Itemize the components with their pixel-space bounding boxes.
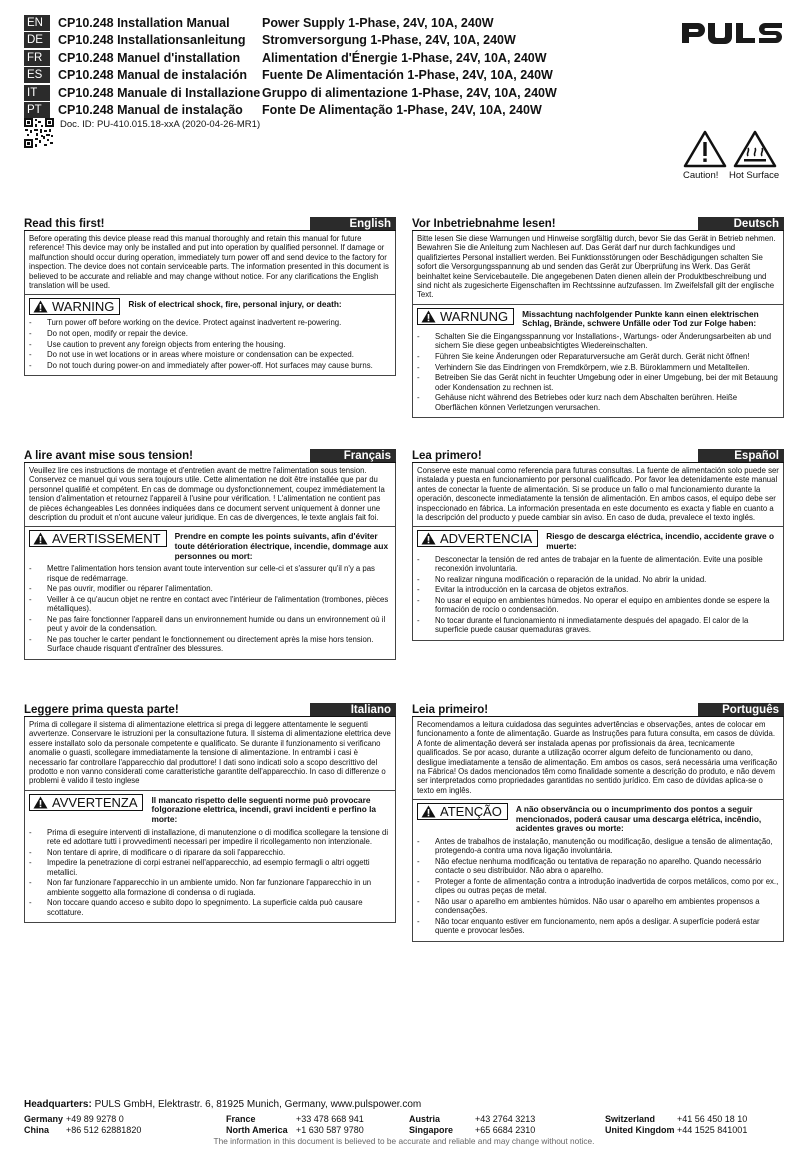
section-es: [412, 449, 784, 641]
section-fr: [24, 449, 396, 660]
header-row: [24, 84, 557, 102]
language-code: DE: [24, 32, 50, 48]
header-row: [24, 32, 557, 50]
warning-badge: [29, 530, 167, 547]
contact-entry: [226, 1125, 409, 1136]
warning-statement: A não observância ou o incumprimento dos pontos a seguir mencionados, poderá causar uma descarga elétrica, incêndio, acidentes graves ou morte:: [515, 804, 762, 834]
safety-item: - Do not open, modify or repair the device.: [29, 329, 391, 338]
section-language: Deutsch: [698, 217, 784, 230]
warning-badge-label: WARNING: [52, 299, 115, 315]
safety-list: [25, 827, 395, 923]
section-language: Italiano: [310, 703, 396, 716]
language-code: EN: [24, 15, 50, 31]
warning-statement: Risk of electrical shock, fire, personal injury, or death:: [128, 299, 342, 310]
hot-surface-label: Hot Surface: [729, 170, 780, 181]
warning-badge: [29, 794, 143, 811]
warning-badge-label: WARNUNG: [440, 308, 509, 324]
contact-phone: +41 56 450 18 10: [677, 1114, 748, 1124]
contact-column: [605, 1114, 785, 1135]
caution-triangle-icon: [683, 130, 727, 168]
header-row: [24, 102, 557, 120]
qr-code-icon: [24, 118, 54, 148]
manual-title: CP10.248 Manual de instalação: [58, 103, 243, 118]
manual-title: CP10.248 Installationsanleitung: [58, 33, 246, 48]
doc-id: Doc. ID: PU-410.015.18-xxA (2020-04-26-MR1): [60, 119, 261, 130]
warning-statement: Prendre en compte les points suivants, afin d'éviter toute détérioration électrique, incendie, dommage aux personnes ou mort:: [174, 531, 389, 561]
warning-icon: [421, 310, 436, 323]
safety-symbols: [683, 130, 783, 181]
hq-label: Headquarters:: [24, 1099, 92, 1110]
section-intro: Before operating this device please read this manual thoroughly and retain this manual for future reference! This device may only be installed and put into operation by qualified personnel. If damage or malfunction should occur during operation, immediately turn power off and send device to the factory for inspection. The device does not contain serviceable parts. The information presented in this document is believed to be accurate and reliable and may change without notice. For any clarifications the English translation will be used.: [25, 231, 395, 295]
section-intro: Prima di collegare il sistema di alimentazione elettrica si prega di leggere attentamente le seguenti avvertenze. Conservare le istruzioni per la consultazione futura. Il sistema di alimentazione elettrica deve essere installato solo da personale competente e qualificato. Se durante il funzionamento si verificano anomalie o guasti, scollegare immediatamente la tensione di alimentazione. In entrambi i casi è necessario far controllare l'apparecchio dal produttore! I dati sono indicati solo a scopo descrittivo del prodotto e non vanno considerati come caratteristiche garantite dell'apparecchio. In caso di differenze o problemi è valido il testo inglese: [25, 717, 395, 791]
safety-item: - Prima di eseguire interventi di installazione, di manutenzione o di modifica scollegare la tensione di rete ed adottare tutti i provvedimenti necessari per impedire il ricollegamento non intenzionale.: [29, 828, 391, 847]
section-en: [24, 217, 396, 376]
warning-badge-label: AVERTISSEMENT: [52, 531, 161, 547]
contact-country: United Kingdom: [605, 1124, 675, 1135]
puls-logo: [680, 18, 784, 46]
safety-item: - Ne pas toucher le carter pendant le fonctionnement ou directement après la mise hors tension. Surface chaude risquant d'entraîner des blessures.: [29, 635, 391, 654]
safety-item: - Antes de trabalhos de instalação, manutenção ou modificação, desligue a tensão de alimentação, protegendo-a contra uma nova ligação involuntária.: [417, 837, 779, 856]
contact-country: Singapore: [409, 1124, 454, 1135]
contact-phone: +1 630 587 9780: [296, 1124, 364, 1135]
contact-country: France: [226, 1114, 256, 1124]
section-language: Español: [698, 449, 784, 462]
product-subtitle: Fonte De Alimentação 1-Phase, 24V, 10A, 240W: [262, 103, 542, 118]
contact-entry: [24, 1114, 226, 1125]
product-subtitle: Gruppo di alimentazione 1-Phase, 24V, 10A, 240W: [262, 85, 557, 100]
footer: [24, 1099, 784, 1135]
section-header: [24, 449, 396, 463]
safety-item: - No realizar ninguna modificación o reparación de la unidad. No abrir la unidad.: [417, 575, 779, 584]
safety-item: - Führen Sie keine Änderungen oder Reparaturversuche am Gerät durch. Gerät nicht öffnen!: [417, 352, 779, 361]
warning-header: [25, 791, 395, 827]
section-title: Leia primeiro!: [412, 704, 489, 716]
warning-icon: [33, 300, 48, 313]
safety-item: - Do not touch during power-on and immediately after power-off. Hot surfaces may cause burns.: [29, 361, 391, 370]
contact-list: [24, 1114, 784, 1135]
warning-badge-label: ATENÇÃO: [440, 804, 502, 820]
contact-phone: +43 2764 3213: [475, 1114, 536, 1124]
section-header: [412, 217, 784, 231]
headquarters: [24, 1099, 784, 1110]
section-body: [24, 231, 396, 376]
hot-surface-icon: [733, 130, 777, 168]
warning-statement: Il mancato rispetto delle seguenti norme può provocare folgorazione elettrica, incendi, gravi incidenti e perfino la morte:: [151, 794, 377, 825]
warning-header: [25, 527, 395, 563]
warning-statement: Riesgo de descarga eléctrica, incendio, accidente grave o muerte:: [546, 531, 775, 552]
section-pt: [412, 703, 784, 942]
warning-header: [413, 800, 783, 836]
header-row: [24, 67, 557, 85]
section-header: [24, 217, 396, 231]
safety-item: - Use caution to prevent any foreign objects from entering the housing.: [29, 340, 391, 349]
safety-item: - Non far funzionare l'apparecchio in un ambiente umido. Non far funzionare l'apparecchio in un ambiente soggetto alla formazione di condensa o di rugiada.: [29, 878, 391, 897]
product-subtitle: Alimentation d'Énergie 1-Phase, 24V, 10A, 240W: [262, 50, 547, 65]
warning-icon: [421, 532, 436, 545]
section-intro: Veuillez lire ces instructions de montage et d'entretien avant de mettre l'alimentation sous tension. Conservez ce manuel qui vous sera toujours utile. Cette alimentation ne doit être installée que par du personnel qualifié et compétent. En cas de dommage ou dysfonctionnement, coupez immédiatement la tension d'alimentation et retournez l'appareil à l'usine pour vérification. ! L'alimentation ne contient pas de pièces échangeables Les données indiquées dans ce document servent uniquement à donner une description du produit et n'ont aucune valeur juridique. En cas de divergences, le texte anglais fait foi.: [25, 463, 395, 527]
section-de: [412, 217, 784, 418]
header-row: [24, 14, 557, 32]
section-header: [412, 703, 784, 717]
safety-item: - Betreiben Sie das Gerät nicht in feuchter Umgebung oder in einer Umgebung, bei der mit Betauung oder Kondensation zu rechnen ist.: [417, 373, 779, 392]
safety-item: - Não usar o aparelho em ambientes húmidos. Não usar o aparelho em ambientes propensos a condensações.: [417, 897, 779, 916]
safety-list: [413, 331, 783, 417]
contact-column: [226, 1114, 409, 1135]
warning-badge: [29, 298, 120, 315]
section-title: Vor Inbetriebnahme lesen!: [412, 218, 556, 230]
section-title: A lire avant mise sous tension!: [24, 450, 193, 462]
product-subtitle: Power Supply 1-Phase, 24V, 10A, 240W: [262, 15, 494, 30]
caution-label: Caution!: [683, 170, 719, 181]
manual-title: CP10.248 Manual de instalación: [58, 68, 247, 83]
contact-entry: [24, 1125, 226, 1136]
safety-item: - Non toccare quando acceso e subito dopo lo spegnimento. La superficie calda può causare scottature.: [29, 898, 391, 917]
header-row: [24, 49, 557, 67]
contact-country: Germany: [24, 1114, 64, 1124]
section-intro: Bitte lesen Sie diese Warnungen und Hinweise sorgfältig durch, bevor Sie das Gerät in Betrieb nehmen. Bewahren Sie die Anleitung zum Nachlesen auf. Das Gerät darf nur durch fachkundiges und qualifiziertes Personal installiert werden. Bei Funktionsstörungen oder Beschädigungen schalten Sie sofort die Versorgungsspannung ab und senden das Gerät zur Überprüfung ins Werk. Das Gerät beinhaltet keine Servicebauteile. Die angegebenen Daten dienen allein der Produktbeschreibung und sind nicht als zugesicherte Eigenschaften im Rechtssinne aufzufassen. Im Zweifelsfall gilt der englische Text.: [413, 231, 783, 305]
safety-item: - Do not use in wet locations or in areas where moisture or condensation can be expected.: [29, 350, 391, 359]
contact-column: [24, 1114, 226, 1135]
safety-list: [25, 563, 395, 659]
product-subtitle: Fuente De Alimentación 1-Phase, 24V, 10A, 240W: [262, 68, 553, 83]
contact-phone: +44 1525 841001: [677, 1124, 748, 1135]
safety-item: - Ne pas ouvrir, modifier ou réparer l'alimentation.: [29, 584, 391, 593]
header-titles: [24, 14, 557, 119]
warning-statement: Missachtung nachfolgender Punkte kann einen elektrischen Schlag, Brände, schwere Unfälle oder Tod zur Folge haben:: [522, 308, 759, 329]
warning-badge-label: AVVERTENZA: [52, 794, 138, 810]
section-body: [412, 717, 784, 942]
section-body: [24, 463, 396, 660]
warning-header: [413, 305, 783, 331]
safety-item: - Verhindern Sie das Eindringen von Fremdkörpern, wie z.B. Büroklammern und Metallteilen.: [417, 363, 779, 372]
warning-badge: [417, 803, 508, 820]
safety-item: - Turn power off before working on the device. Protect against inadvertent re-powering.: [29, 318, 391, 327]
section-it: [24, 703, 396, 923]
section-title: Leggere prima questa parte!: [24, 704, 179, 716]
warning-icon: [33, 532, 48, 545]
manual-title: CP10.248 Manuel d'installation: [58, 50, 241, 65]
safety-item: - No usar el equipo en ambientes húmedos. No operar el equipo en ambientes donde se espere la formación de rocío o condensación.: [417, 596, 779, 615]
contact-country: China: [24, 1124, 50, 1135]
section-body: [412, 463, 784, 641]
contact-phone: +65 6684 2310: [475, 1124, 536, 1135]
safety-list: [413, 836, 783, 941]
section-language: English: [310, 217, 396, 230]
hq-address: PULS GmbH, Elektrastr. 6, 81925 Munich, Germany, www.pulspower.com: [94, 1099, 422, 1110]
contact-column: [409, 1114, 605, 1135]
contact-country: North America: [226, 1124, 288, 1135]
manual-title: CP10.248 Installation Manual: [58, 15, 230, 30]
safety-item: - Desconectar la tensión de red antes de trabajar en la fuente de alimentación. Evite una posible reconexión involuntaria.: [417, 555, 779, 574]
contact-entry: [605, 1125, 785, 1136]
section-language: Português: [698, 703, 784, 716]
section-language: Français: [310, 449, 396, 462]
warning-icon: [33, 796, 48, 809]
language-code: IT: [24, 85, 50, 101]
section-intro: Conserve este manual como referencia para futuras consultas. La fuente de alimentación solo puede ser instalada y puesta en funcionamiento por personal cualificado. Por favor lea detenidamente este manual antes de conectar la fuente de alimentación. Si se produce un fallo o mal funcionamiento durante la operación, desconecte inmediatamente la tensión de alimentación. En ambos casos, el equipo debe ser inspeccionado en fábrica. La información presentada en este documento es exacta y fiable en cuanto a la descripción del producto y puede cambiar sin aviso. En caso de duda, prevalece el texto inglés.: [413, 463, 783, 527]
safety-item: - Ne pas faire fonctionner l'appareil dans un environnement humide ou dans un environnement où il peut y avoir de la condensation.: [29, 615, 391, 634]
warning-header: [413, 527, 783, 553]
section-intro: Recomendamos a leitura cuidadosa das seguintes advertências e observações, antes de colocar em funcionamento a fonte de alimentação. Guarde as Instruções para futura consulta, em casos de dúvida. A fonte de alimentação deverá ser instalada apenas por profissionais da área, tecnicamente qualificados. Se por acaso, durante a utilização ocorrer algum defeito de funcionamento ou dano, desligue imediatamente a tensão de alimentação. Em ambos os casos, será necessária uma verificação na Fábrica! Os dados mencionados têm como finalidade somente a descrição do produto, e não devem ser interpretados como propriedades garantidas no sentido jurídico. Em caso de dúvidas aplica-se o texto em inglês.: [413, 717, 783, 800]
language-code: ES: [24, 67, 50, 83]
language-code: PT: [24, 102, 50, 118]
safety-item: - Não tocar enquanto estiver em funcionamento, nem após a desligar. A superfície poderá estar quente e provocar lesões.: [417, 917, 779, 936]
contact-phone: +86 512 62881820: [66, 1124, 142, 1135]
safety-item: - Evitar la introducción en la carcasa de objetos extraños.: [417, 585, 779, 594]
contact-country: Switzerland: [605, 1114, 656, 1124]
warning-badge: [417, 308, 514, 325]
warning-header: [25, 295, 395, 317]
safety-item: - Gehäuse nicht während des Betriebes oder kurz nach dem Abschalten berühren. Heiße Oberflächen können Verletzungen verursachen.: [417, 393, 779, 412]
section-body: [412, 231, 784, 418]
safety-list: [25, 317, 395, 375]
manual-title: CP10.248 Manuale di Installazione: [58, 85, 261, 100]
safety-item: - Veiller à ce qu'aucun objet ne rentre en contact avec l'intérieur de l'alimentation (trombones, pièces métalliques).: [29, 595, 391, 614]
product-subtitle: Stromversorgung 1-Phase, 24V, 10A, 240W: [262, 33, 516, 48]
section-body: [24, 717, 396, 923]
section-title: Lea primero!: [412, 450, 482, 462]
contact-phone: +49 89 9278 0: [66, 1114, 124, 1124]
warning-icon: [421, 805, 436, 818]
safety-item: - No tocar durante el funcionamiento ni inmediatamente después del apagado. El calor de la superficie puede causar quemaduras graves.: [417, 616, 779, 635]
contact-phone: +33 478 668 941: [296, 1114, 364, 1124]
contact-entry: [226, 1114, 409, 1125]
safety-item: - Não efectue nenhuma modificação ou tentativa de reparação no aparelho. Quando necessário contacte o seu distribuidor. Não abra o aparelho.: [417, 857, 779, 876]
contact-entry: [409, 1125, 605, 1136]
doc-id-block: [24, 118, 260, 148]
contact-entry: [409, 1114, 605, 1125]
safety-item: - Non tentare di aprire, di modificare o di riparare da soli l'apparecchio.: [29, 848, 391, 857]
safety-item: - Schalten Sie die Eingangsspannung vor Installations-, Wartungs- oder Änderungsarbeiten ab und sichern Sie diese gegen unbeabsichtigtes Wiedereinschalten.: [417, 332, 779, 351]
section-header: [412, 449, 784, 463]
warning-badge-label: ADVERTENCIA: [440, 531, 533, 547]
contact-entry: [605, 1114, 785, 1125]
section-title: Read this first!: [24, 218, 105, 230]
safety-item: - Mettre l'alimentation hors tension avant toute intervention sur celle-ci et s'assurer qu'il n'y a pas risque de redémarrage.: [29, 564, 391, 583]
language-code: FR: [24, 50, 50, 66]
safety-list: [413, 554, 783, 640]
warning-badge: [417, 530, 538, 547]
footer-disclaimer: The information in this document is believed to be accurate and reliable and may change without notice.: [213, 1136, 595, 1146]
safety-item: - Proteger a fonte de alimentação contra a introdução inadvertida de corpos metálicos, como por ex., clipes ou outras peças de metal.: [417, 877, 779, 896]
contact-country: Austria: [409, 1114, 441, 1124]
safety-item: - Impedire la penetrazione di corpi estranei nell'apparecchio, ad esempio fermagli o altri oggetti metallici.: [29, 858, 391, 877]
section-header: [24, 703, 396, 717]
